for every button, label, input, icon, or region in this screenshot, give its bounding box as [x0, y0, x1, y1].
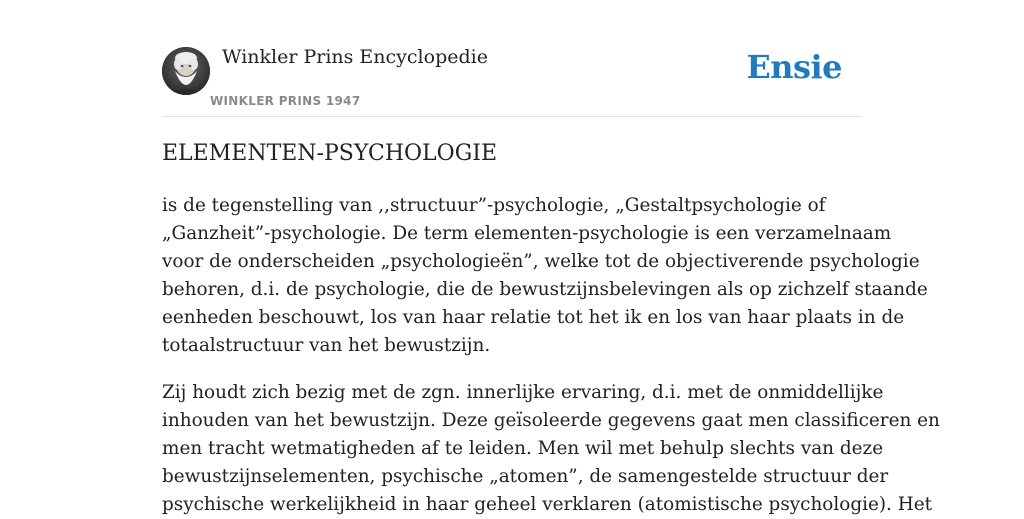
paragraph-line: inhouden van het bewustzijn. Deze geïsoleerde gegevens gaat men classificeren en: [162, 410, 940, 431]
brand-logo[interactable]: Ensie: [746, 48, 842, 86]
paragraph-line: Zij houdt zich bezig met de zgn. innerlijke ervaring, d.i. met de onmiddellijke: [162, 382, 884, 403]
paragraph-line: bewustzijnselementen, psychische „atomen”, de samengestelde structuur der: [162, 466, 889, 487]
paragraph-line: eenheden beschouwt, los van haar relatie tot het ik en los van haar plaats in de: [162, 307, 905, 328]
paragraph-line: psychische werkelijkheid in haar geheel verklaren (atomistische psychologie). Het: [162, 494, 933, 515]
bearded-man-portrait-icon: [162, 47, 210, 95]
paragraph-line: „Ganzheit”-psychologie. De term elementen-psychologie is een verzamelnaam: [162, 223, 892, 244]
paragraph-line: is de tegenstelling van ,,structuur”-psychologie, „Gestaltpsychologie of: [162, 195, 826, 216]
edition-label[interactable]: WINKLER PRINS 1947: [210, 94, 361, 108]
site-header: [162, 0, 862, 117]
paragraph-line: behoren, d.i. de psychologie, die de bewustzijnsbelevingen als op zichzelf staande: [162, 279, 928, 300]
paragraph-line: totaalstructuur van het bewustzijn.: [162, 335, 491, 356]
page: [162, 0, 940, 515]
avatar[interactable]: [162, 47, 210, 95]
article-title: ELEMENTEN-PSYCHOLOGIE: [162, 141, 498, 166]
paragraph-line: men tracht wetmatigheden af te leiden. Men wil met behulp slechts van deze: [162, 438, 884, 459]
paragraph-line: voor de onderscheiden „psychologieën”, welke tot de objectiverende psychologie: [162, 251, 920, 272]
site-name[interactable]: Winkler Prins Encyclopedie: [222, 46, 488, 68]
article-paragraph: [162, 379, 940, 519]
article-paragraph: [162, 192, 928, 360]
